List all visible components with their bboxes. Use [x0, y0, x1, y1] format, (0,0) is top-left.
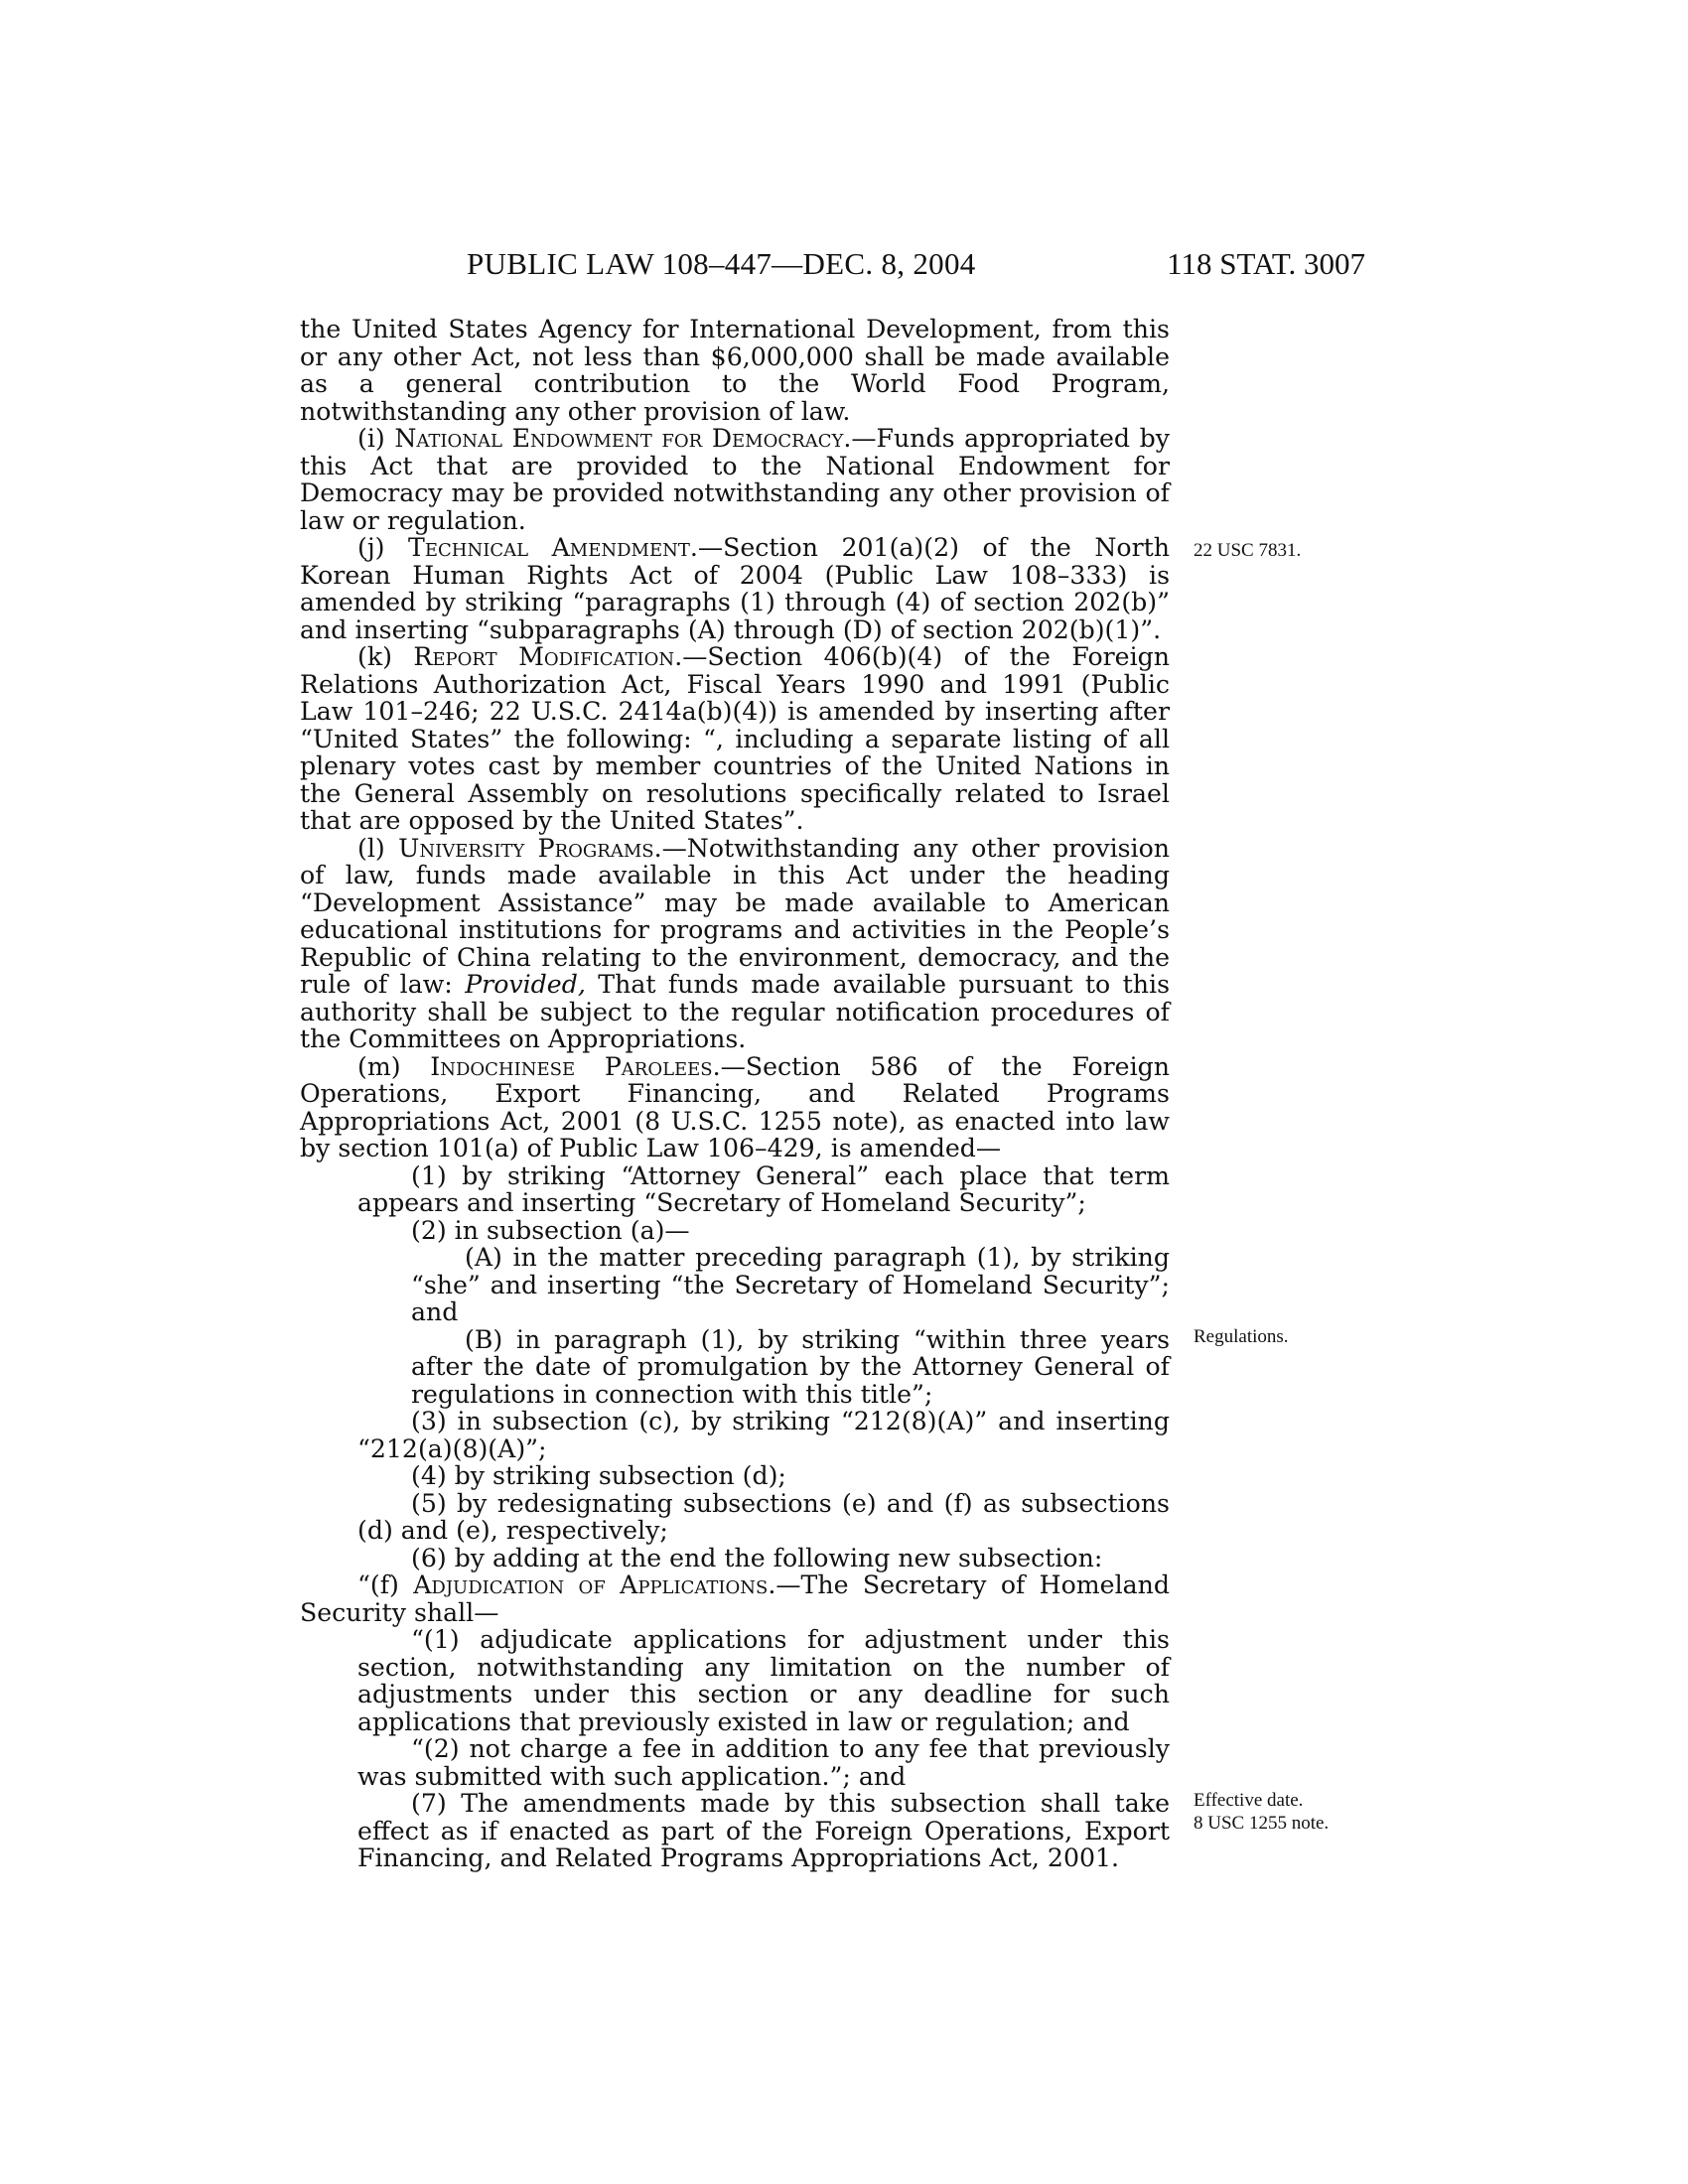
subsection-heading: Adjudication of Applications — [413, 1570, 769, 1599]
subsection-heading: National Endowment for Democracy — [394, 424, 844, 453]
paragraph-m3: (3) in subsection (c), by striking “212(8)(A)” and inserting “212(a)(8)(A)”; — [357, 1407, 1170, 1463]
subparagraph-m2a: (A) in the matter preceding paragraph (1), by striking “she” and inserting “the Secretary of Homeland Security”; and — [411, 1243, 1170, 1326]
subsection-heading: University Programs — [398, 833, 654, 863]
margin-note-effective-date: Effective date. — [1194, 1790, 1304, 1811]
subsection-heading: Indochinese Parolees — [430, 1051, 713, 1081]
continued-paragraph: the United States Agency for International Development, from this or any other Act, not less than $6,000,000 shall be made available as a general contribution to the World Food Program, notwithstanding any other provision of law. — [300, 315, 1170, 426]
subsection-m: (m) Indochinese Parolees.—Section 586 of the Foreign Operations, Export Financing, and Related Programs Appropriations Act, 2001 (8 U.S.C. 1255 note), as enacted into law by section 101(a) of Public Law 106–429, is amended— — [300, 1051, 1170, 1162]
margin-note-regulations: Regulations. — [1194, 1326, 1289, 1347]
paragraph-m7: (7) The amendments made by this subsection shall take effect as if enacted as part of the Foreign Operations, Export Financing, and Related Programs Appropriations Act, 2001. — [357, 1789, 1170, 1872]
subsection-heading: Report Modification — [413, 642, 675, 671]
subsection-heading: Technical Amendment — [408, 533, 690, 562]
subparagraph-m2b: (B) in paragraph (1), by striking “within three years after the date of promulgation by the Attorney General of regulations in connection with this title”; — [411, 1324, 1170, 1409]
quoted-paragraph-f1: “(1) adjudicate applications for adjustment under this section, notwithstanding any limitation on the number of adjustments under this section or any deadline for such applications that previously existed in law or regulation; and — [357, 1625, 1170, 1736]
margin-note-usc-1255: 8 USC 1255 note. — [1194, 1813, 1330, 1834]
subsection-j: (j) Technical Amendment.—Section 201(a)(2) of the North Korean Human Rights Act of 2004 (Public Law 108–333) is amended by striking “paragraphs (1) through (4) of section 202(b)” and inserting “subparagraphs (A) through (D) of section 202(b)(1)”. — [300, 533, 1170, 644]
quoted-subsection-f: “(f) Adjudication of Applications.—The Secretary of Homeland Security shall— — [300, 1570, 1170, 1627]
paragraph-m2: (2) in subsection (a)— — [411, 1215, 690, 1245]
margin-note-usc-7831: 22 USC 7831. — [1194, 540, 1302, 561]
subsection-k: (k) Report Modification.—Section 406(b)(4) of the Foreign Relations Authorization Act, Fiscal Years 1990 and 1991 (Public Law 101–246; 22 U.S.C. 2414a(b)(4)) is amended by inserting after “United States” the following: “, including a separate listing of all plenary votes cast by member countries of the United Nations in the General Assembly on resolutions specifically related to Israel that are opposed by the United States”. — [300, 642, 1170, 835]
paragraph-m5: (5) by redesignating subsections (e) and (f) as subsections (d) and (e), respectively; — [357, 1488, 1170, 1545]
quoted-paragraph-f2: “(2) not charge a fee in addition to any fee that previously was submitted with such application.”; and — [357, 1734, 1170, 1791]
running-header-title: PUBLIC LAW 108–447—DEC. 8, 2004 — [467, 246, 976, 281]
paragraph-m4: (4) by striking subsection (d); — [411, 1461, 786, 1490]
paragraph-m1: (1) by striking “Attorney General” each place that term appears and inserting “Secretary of Homeland Security”; — [357, 1160, 1170, 1217]
body-text — [300, 316, 1170, 1872]
subsection-l: (l) University Programs.—Notwithstanding any other provision of law, funds made available in this Act under the heading “Development Assistance” may be made available to American educational institutions for programs and activities in the People’s Republic of China relating to the environment, democracy, and the rule of law: Provided, That funds made available pursuant to this authority shall be subject to the regular notification procedures of the Committees on Appropriations. — [300, 833, 1170, 1053]
subsection-i: (i) National Endowment for Democracy.—Funds appropriated by this Act that are provided to the National Endowment for Democracy may be provided notwithstanding any other provision of law or regulation. — [300, 424, 1171, 535]
provided-italic: Provided, — [465, 970, 586, 999]
page-stat-citation: 118 STAT. 3007 — [1167, 246, 1365, 281]
paragraph-m6: (6) by adding at the end the following new subsection: — [411, 1543, 1103, 1572]
